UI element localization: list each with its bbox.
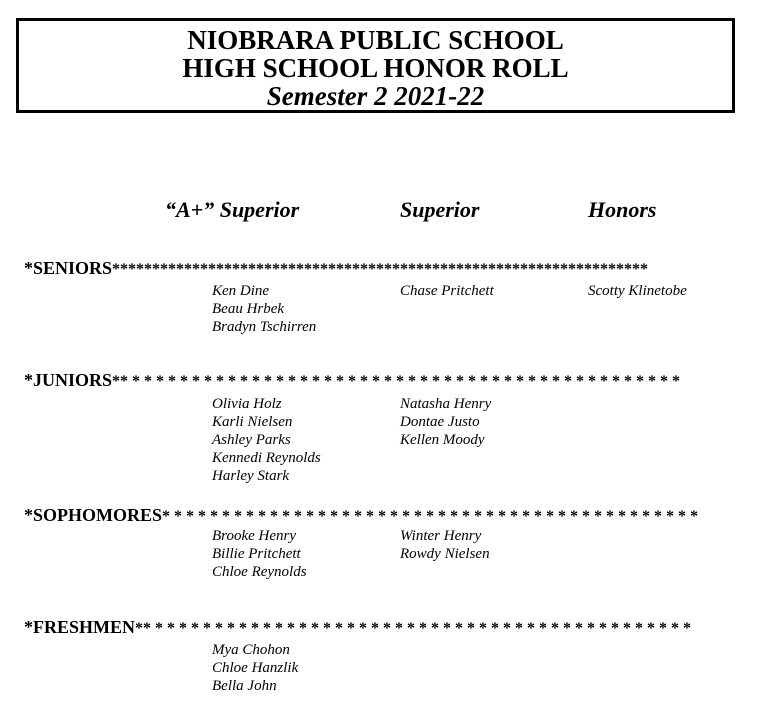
honors-list xyxy=(588,282,687,300)
column-header-superior: Superior xyxy=(400,197,480,222)
star-divider: ** * * * * * * * * * * * * * * * * * * * * * * * * * * * * * * * * * * * * * * * * * * * * * xyxy=(135,620,692,637)
student-name: Dontae Justo xyxy=(400,414,480,430)
star-divider: ** * * * * * * * * * * * * * * * * * * * * * * * * * * * * * * * * * * * * * * * * * * * * * * xyxy=(112,373,681,390)
student-name: Natasha Henry xyxy=(400,396,492,412)
section-label: *SENIORS xyxy=(24,258,113,278)
section-seniors xyxy=(24,258,744,335)
document-title: HIGH SCHOOL HONOR ROLL xyxy=(182,53,569,83)
section-heading xyxy=(24,370,744,392)
student-name: Rowdy Nielsen xyxy=(400,546,490,562)
section-label: *SOPHOMORES xyxy=(24,505,163,525)
title-box xyxy=(16,18,735,113)
student-name: Mya Chohon xyxy=(212,642,290,658)
semester-label: Semester 2 2021-22 xyxy=(266,81,485,111)
section-heading xyxy=(24,617,744,639)
star-divider: ******************************************************************* xyxy=(112,261,649,278)
student-name: Beau Hrbek xyxy=(212,301,285,317)
column-header-aplus-superior: “A+” Superior xyxy=(165,197,300,222)
student-name: Chase Pritchett xyxy=(400,283,494,299)
student-name: Ashley Parks xyxy=(212,432,291,448)
star-divider: * * * * * * * * * * * * * * * * * * * * * * * * * * * * * * * * * * * * * * * * * * * * * xyxy=(162,508,699,525)
column-header-honors: Honors xyxy=(588,197,657,222)
student-name: Chloe Hanzlik xyxy=(212,660,299,676)
aplus-list xyxy=(212,641,298,695)
student-name: Scotty Klinetobe xyxy=(588,283,687,299)
superior-list xyxy=(400,527,490,563)
superior-list xyxy=(400,282,494,300)
student-name: Karli Nielsen xyxy=(212,414,293,430)
aplus-list xyxy=(212,527,307,581)
student-name: Ken Dine xyxy=(212,283,270,299)
student-name: Bradyn Tschirren xyxy=(212,319,317,335)
student-name: Bella John xyxy=(212,678,277,694)
section-sophomores xyxy=(24,505,744,580)
student-name: Winter Henry xyxy=(400,528,482,544)
section-juniors xyxy=(24,370,744,484)
student-name: Harley Stark xyxy=(212,468,290,484)
student-name: Olivia Holz xyxy=(212,396,282,412)
student-name: Kellen Moody xyxy=(400,432,485,448)
student-name: Kennedi Reynolds xyxy=(212,450,321,466)
superior-list xyxy=(400,395,491,449)
aplus-list xyxy=(212,395,321,485)
section-heading xyxy=(24,258,744,280)
section-label: *FRESHMEN xyxy=(24,617,136,637)
section-heading xyxy=(24,505,744,527)
student-name: Chloe Reynolds xyxy=(212,564,307,580)
student-name: Billie Pritchett xyxy=(212,546,301,562)
student-name: Brooke Henry xyxy=(212,528,296,544)
section-label: *JUNIORS xyxy=(24,370,113,390)
school-name: NIOBRARA PUBLIC SCHOOL xyxy=(187,25,564,55)
section-freshmen xyxy=(24,617,744,694)
aplus-list xyxy=(212,282,316,336)
